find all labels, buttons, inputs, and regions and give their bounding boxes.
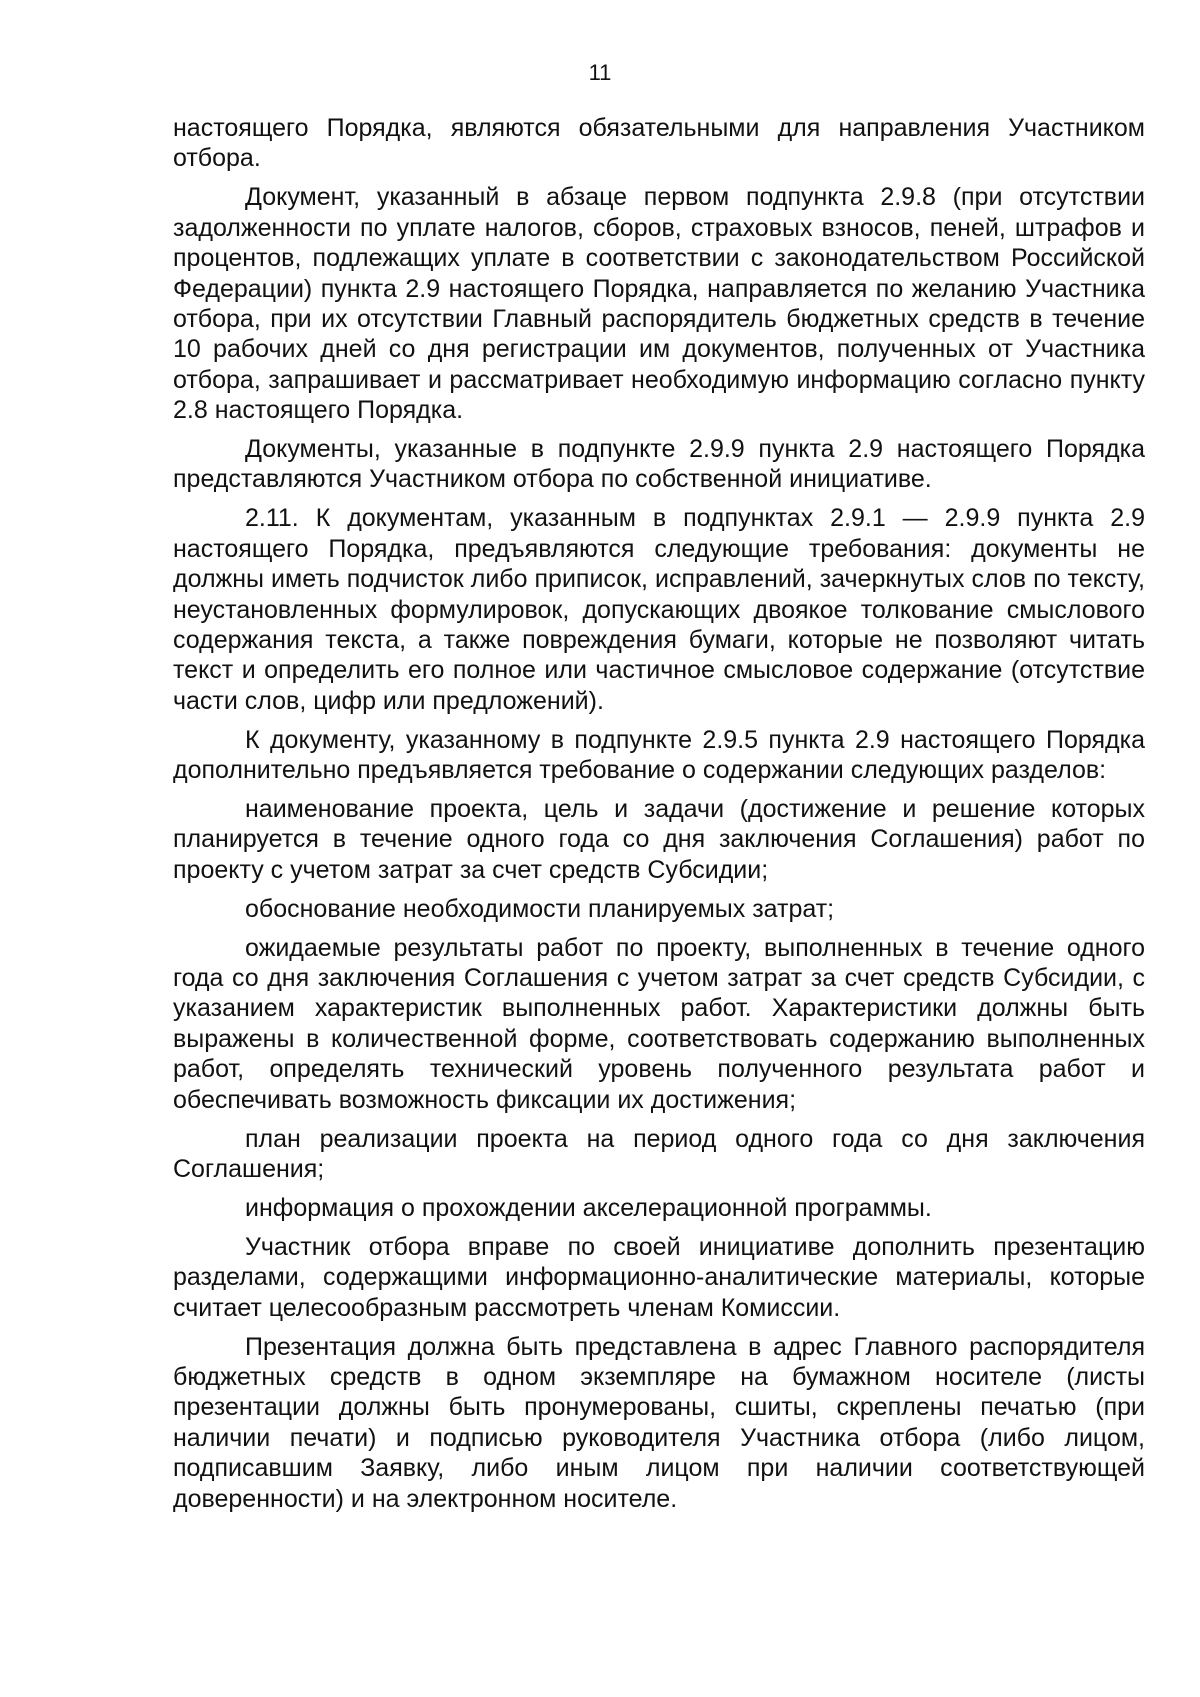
paragraph-section-justification: обоснование необходимости планируемых затрат; [245,894,835,923]
paragraph-continuation: настоящего Порядка, являются обязательными для направления Участником отбора. [173,114,1145,173]
paragraph-section-results: ожидаемые результаты работ по проекту, выполненных в течение одного года со дня заключения Соглашения с учетом затрат за счет средств Субсидии, с указанием характеристик выполненных работ. Характеристики должны быть выражены в количественной форме, соответствовать содержанию выполненных работ, определять технический уровень полученного результата работ и обеспечивать возможность фиксации их достижения; [173,933,1145,1114]
paragraph-document-2-9-5: К документу, указанному в подпункте 2.9.5 пункта 2.9 настоящего Порядка дополнительно предъявляется требование о содержании следующих разделов: [173,725,1145,785]
paragraph-document-2-9-8: Документ, указанный в абзаце первом подпункта 2.9.8 (при отсутствии задолженности по уплате налогов, сборов, страховых взносов, пеней, штрафов и процентов, подлежащих уплате в соответствии с законодательством Российской Федерации) пункта 2.9 настоящего Порядка, направляется по желанию Участника отбора, при их отсутствии Главный распорядитель бюджетных средств в течение 10 рабочих дней со дня регистрации им документов, полученных от Участника отбора, запрашивает и рассматривает необходимую информацию согласно пункту 2.8 настоящего Порядка. [173,183,1145,425]
paragraph-presentation-submission: Презентация должна быть представлена в адрес Главного распорядителя бюджетных средств в одном экземпляре на бумажном носителе (листы презентации должны быть пронумерованы, сшиты, скреплены печатью (при наличии печати) и подписью руководителя Участника отбора (либо лицом, подписавшим Заявку, либо иным лицом при наличии соответствующей доверенности) и на электронном носителе. [173,1332,1145,1513]
paragraph-participant-may-supplement: Участник отбора вправе по своей инициативе дополнить презентацию разделами, содержащими информационно-аналитические материалы, которые считает целесообразным рассмотреть членам Комиссии. [173,1232,1145,1322]
paragraph-clause-2-11: 2.11. К документам, указанным в подпунктах 2.9.1 — 2.9.9 пункта 2.9 настоящего Порядка, предъявляются следующие требования: документы не должны иметь подчисток либо приписок, исправлений, зачеркнутых слов по тексту, неустановленных формулировок, допускающих двоякое толкование смыслового содержания текста, а также повреждения бумаги, которые не позволяют читать текст и определить его полное или частичное смысловое содержание (отсутствие части слов, цифр или предложений). [173,504,1145,715]
document-body [173,113,1145,1522]
paragraph-section-acceleration: информация о прохождении акселерационной программы. [245,1193,932,1222]
paragraph-section-plan: план реализации проекта на период одного года со дня заключения Соглашения; [173,1124,1145,1183]
page-number: 11 [588,60,612,85]
paragraph-section-project-name: наименование проекта, цель и задачи (достижение и решение которых планируется в течение одного года со дня заключения Соглашения) работ по проекту с учетом затрат за счет средств Субсидии; [173,795,1145,884]
paragraph-documents-2-9-9: Документы, указанные в подпункте 2.9.9 пункта 2.9 настоящего Порядка представляются Участником отбора по собственной инициативе. [173,435,1145,494]
